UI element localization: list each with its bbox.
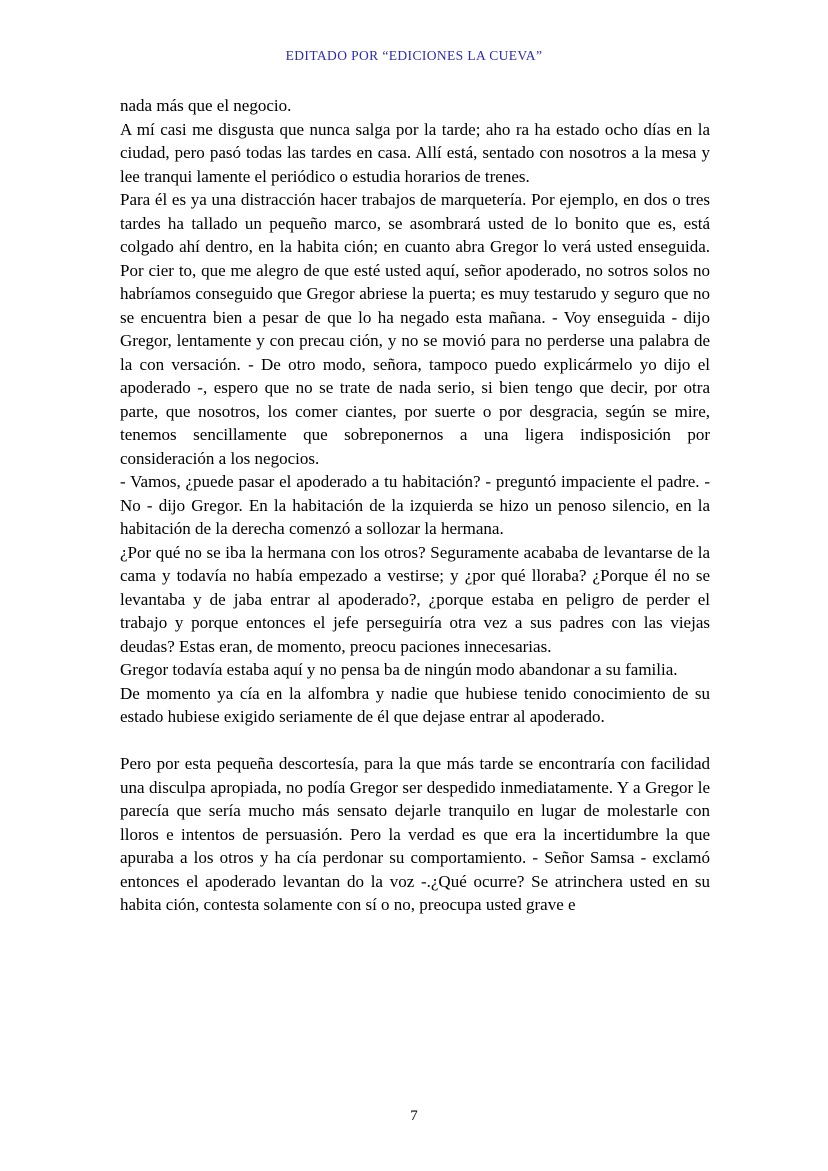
page-header: EDITADO POR “EDICIONES LA CUEVA” — [285, 48, 543, 63]
paragraph: ¿Por qué no se iba la hermana con los otros? Seguramente acababa de levantarse de la cama y todavía no había empezado a vestirse; y ¿por qué lloraba? ¿Porque él no se levantaba y de jaba entrar al apoderado?, ¿porque estaba en peligro de perder el trabajo y porque entonces el jefe perseguiría otra vez a sus padres con las viejas deudas? Estas eran, de momento, preocu paciones innecesarias. — [120, 542, 710, 656]
paragraph: De momento ya cía en la alfombra y nadie que hubiese tenido conocimiento de su estado hubiese exigido seriamente de él que dejase entrar al apoderado. — [120, 683, 710, 726]
paragraph: Pero por esta pequeña descortesía, para la que más tarde se encontraría con facilidad una disculpa apropiada, no podía Gregor ser despedido inmediatamente. Y a Gregor le parecía que sería mucho más sensato dejarle tranquilo en lugar de molestarle con lloros e intentos de persuasión. Pero la verdad es que era la incertidumbre la que apuraba a los otros y ha cía perdonar su comportamiento. - Señor Samsa - exclamó entonces el apoderado levantan do la voz -.¿Qué ocurre? Se atrinchera usted en su habita ción, contesta solamente con sí o no, preocupa usted grave e — [120, 754, 710, 914]
paragraph: nada más que el negocio. — [120, 96, 292, 115]
paragraph: A mí casi me disgusta que nunca salga por la tarde; aho ra ha estado ocho días en la ciudad, pero pasó todas las tardes en casa. Allí está, sentado con nosotros a la mesa y lee tranqui lamente el periódico o estudia horarios de trenes. — [120, 119, 710, 186]
paragraph: Para él es ya una distracción hacer trabajos de marquetería. Por ejemplo, en dos o tres tardes ha tallado un pequeño marco, se asombrará usted de lo bonito que es, está colgado ahí dentro, en la habita ción; en cuanto abra Gregor lo verá usted enseguida. Por cier to, que me alegro de que esté usted aquí, señor apoderado, no sotros solos no habríamos conseguido que Gregor abriese la puerta; es muy testarudo y seguro que no se encuentra bien a pesar de que lo ha negado esta mañana. - Voy enseguida - dijo Gregor, lentamente y con precau ción, y no se movió para no perderse una palabra de la con versación. - De otro modo, señora, tampoco puedo explicármelo yo dijo el apoderado -, espero que no se trate de nada serio, si bien tengo que decir, por otra parte, que nosotros, los comer ciantes, por suerte o por desgracia, según se mire, tenemos sencillamente que sobreponernos a una ligera indisposición por consideración a los negocios. — [120, 190, 710, 468]
page-number: 7 — [410, 1108, 418, 1124]
paragraph: - Vamos, ¿puede pasar el apoderado a tu habitación? - preguntó impaciente el padre. - No - dijo Gregor. En la habitación de la izquierda se hizo un penoso silencio, en la habitación de la derecha comenzó a sollozar la hermana. — [120, 472, 710, 538]
paragraph: Gregor todavía estaba aquí y no pensa ba de ningún modo abandonar a su familia. — [120, 660, 678, 679]
document-body — [120, 94, 710, 917]
